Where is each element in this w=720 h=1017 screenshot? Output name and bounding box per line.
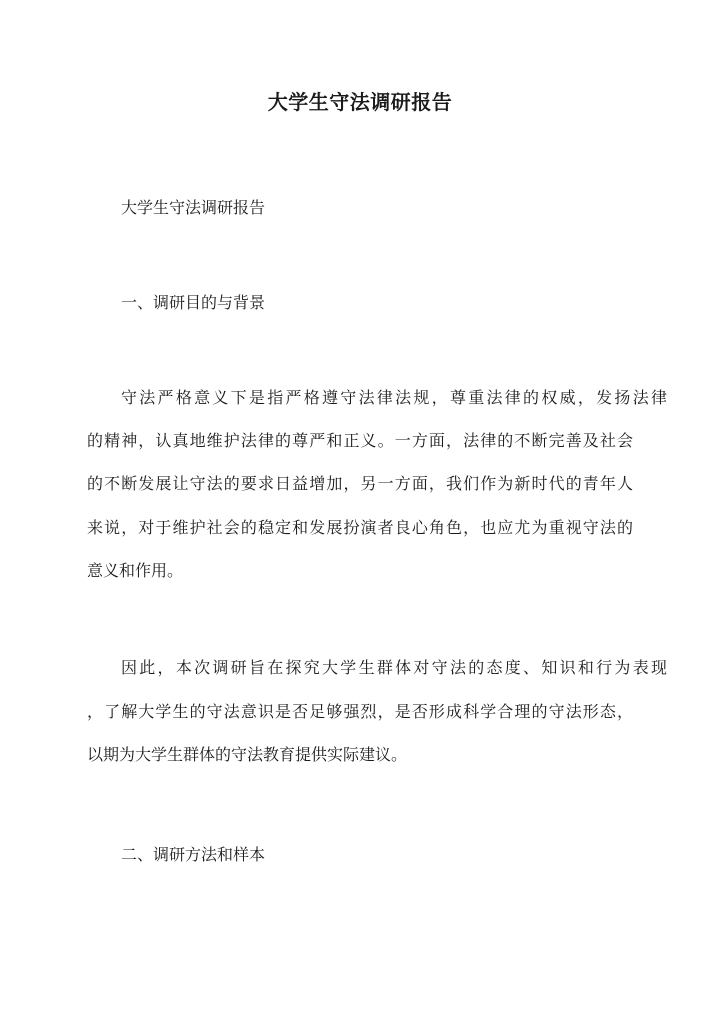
paragraph-1-line-3: 的不断发展让守法的要求日益增加，另一方面，我们作为新时代的青年人 (87, 474, 633, 493)
paragraph-2-line-3: 以期为大学生群体的守法教育提供实际建议。 (87, 745, 408, 764)
document-subtitle: 大学生守法调研报告 (121, 198, 266, 217)
paragraph-2-line-2: ，了解大学生的守法意识是否足够强烈，是否形成科学合理的守法形态， (87, 702, 633, 721)
paragraph-1-line-2: 的精神，认真地维护法律的尊严和正义。一方面，法律的不断完善及社会 (87, 431, 633, 450)
paragraph-2-line-1: 因此，本次调研旨在探究大学生群体对守法的态度、知识和行为表现 (121, 658, 667, 677)
paragraph-1-line-4: 来说，对于维护社会的稳定和发展扮演者良心角色，也应尤为重视守法的 (87, 518, 633, 537)
paragraph-1-line-1: 守法严格意义下是指严格遵守法律法规，尊重法律的权威，发扬法律 (121, 388, 667, 407)
section-heading-2: 二、调研方法和样本 (121, 845, 266, 864)
document-title: 大学生守法调研报告 (267, 90, 453, 114)
section-heading-1: 一、调研目的与背景 (121, 293, 266, 312)
paragraph-1-line-5: 意义和作用。 (87, 561, 184, 580)
